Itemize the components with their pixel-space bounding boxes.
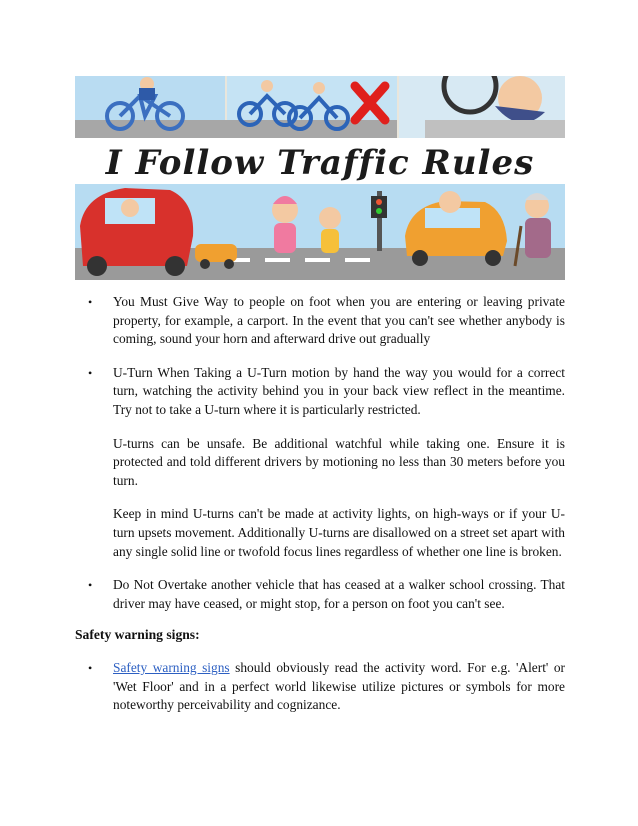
red-car-icon <box>80 188 193 276</box>
bullet-safety-signs <box>75 659 565 715</box>
traffic-rules-banner <box>75 76 565 280</box>
bullet-list-1 <box>75 293 565 349</box>
bullet-do-not-overtake: • Do Not Overtake another vehicle that has ceased at a walker school crossing. That driver may have ceased, or might stop, for a person on foot you can't see. <box>75 576 565 613</box>
banner-illustration <box>75 76 565 280</box>
bullet-list-4 <box>75 659 565 715</box>
bullet-list-2 <box>75 364 565 420</box>
paragraph-u-turns-unsafe: U-turns can be unsafe. Be additional watchful while taking one. Ensure it is protected and told different drivers by motioning no less than 30 meters before you turn. <box>113 435 565 488</box>
safety-signs-text: should obviously read the activity word. For e.g. 'Alert' or 'Wet Floor' and in a perfect world likewise utilize pictures or symbols for more noteworthy perceivability and cognizance. <box>113 659 565 713</box>
bullet-list-3 <box>75 576 565 613</box>
banner-title: I Follow Traffic Rules <box>105 143 535 183</box>
paragraph-u-turn-rules: Keep in mind U-turns can't be made at activity lights, on high-ways or if your U-turn upsets movement. Additionally U-turns are disallowed on a street set apart with any single solid line or twofold focus lines regardless of whether one line is broken. <box>113 506 565 559</box>
safety-warning-signs-link[interactable]: Safety warning signs <box>113 659 230 675</box>
bullet-give-way: • You Must Give Way to people on foot when you are entering or leaving private property, for example, a carport. In the event that you can't see whether anybody is coming, sound your horn and afterward drive out gradually <box>75 293 565 349</box>
bullet-u-turn: • U-Turn When Taking a U-Turn motion by hand the way you would for a correct turn, watching the activity behind you in your back view reflect in the meantime. Try not to take a U-turn where it is particularly restricted. <box>75 364 565 420</box>
section-heading-safety-signs: Safety warning signs: <box>75 627 200 643</box>
article-body <box>75 293 565 715</box>
